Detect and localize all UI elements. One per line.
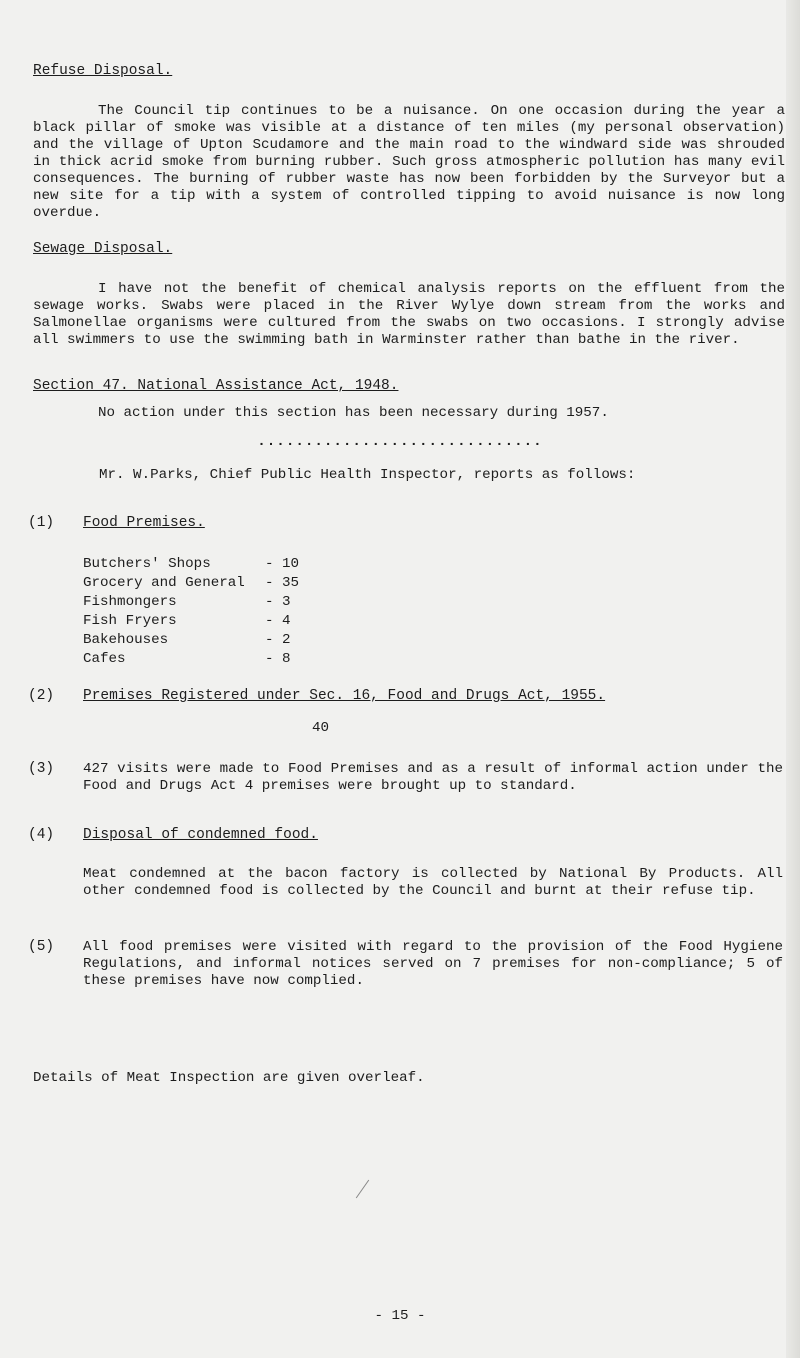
premise-row	[83, 632, 305, 651]
premise-label: Fishmongers	[83, 594, 177, 610]
premise-label: Bakehouses	[83, 632, 169, 648]
registered-premises-heading: Premises Registered under Sec. 16, Food and Drugs Act, 1955.	[83, 688, 606, 704]
item-number: (4)	[28, 827, 55, 843]
premise-row	[83, 556, 305, 575]
premise-label: Grocery and General	[83, 575, 245, 591]
premise-count: - 10	[265, 556, 300, 572]
premise-count: - 8	[265, 651, 291, 667]
page-edge-shadow	[786, 0, 800, 1358]
condemned-food-paragraph: Meat condemned at the bacon factory is collected by National By Products. All other condemned food is collected by the Council and burnt at their refuse tip.	[83, 866, 783, 899]
premise-label: Butchers' Shops	[83, 556, 211, 572]
refuse-heading: Refuse Disposal.	[33, 63, 173, 79]
section47-text: No action under this section has been necessary during 1957.	[98, 405, 609, 421]
premise-count: - 3	[265, 594, 291, 610]
registered-premises-count: 40	[312, 720, 330, 736]
item-number: (2)	[28, 688, 55, 704]
premise-count: - 35	[265, 575, 300, 591]
premise-label: Fish Fryers	[83, 613, 177, 629]
refuse-paragraph: The Council tip continues to be a nuisance. On one occasion during the year a black pillar of smoke was visible at a distance of ten miles (my personal observation) and the village of Upton Scudamore and the main road to the windward side was shrouded in thick acrid smoke from burning rubber. Such gross atmospheric pollution has many evil consequences. The burning of rubber waste has now been forbidden by the Surveyor but a new site for a tip with a system of controlled tipping to avoid nuisance is now long overdue.	[33, 103, 785, 221]
premise-count: - 2	[265, 632, 291, 648]
food-premises-heading: Food Premises.	[83, 515, 205, 531]
dotted-divider: ..............................	[257, 434, 543, 450]
sewage-paragraph: I have not the benefit of chemical analysis reports on the effluent from the sewage works. Swabs were placed in the River Wylye down stream from the works and Salmonellae organisms were cultured from the swabs on two occasions. I strongly advise all swimmers to use the swimming bath in Warminster rather than bathe in the river.	[33, 281, 785, 348]
premise-count: - 4	[265, 613, 291, 629]
hygiene-paragraph: All food premises were visited with regard to the provision of the Food Hygiene Regulations, and informal notices served on 7 premises for non-compliance; 5 of these premises have now complied.	[83, 939, 783, 989]
condemned-food-heading: Disposal of condemned food.	[83, 827, 318, 843]
section47-heading: Section 47. National Assistance Act, 1948.	[33, 378, 399, 394]
sewage-heading: Sewage Disposal.	[33, 241, 173, 257]
premise-row	[83, 594, 305, 613]
premise-label: Cafes	[83, 651, 126, 667]
premise-row	[83, 651, 305, 670]
report-intro: Mr. W.Parks, Chief Public Health Inspector, reports as follows:	[99, 467, 636, 483]
premise-row	[83, 575, 305, 594]
pencil-mark	[356, 1180, 369, 1199]
premise-row	[83, 613, 305, 632]
item-number: (3)	[28, 761, 55, 777]
visits-paragraph: 427 visits were made to Food Premises and as a result of informal action under the Food and Drugs Act 4 premises were brought up to standard.	[83, 761, 783, 794]
item-number: (1)	[28, 515, 55, 531]
item-number: (5)	[28, 939, 55, 955]
footer-note: Details of Meat Inspection are given overleaf.	[33, 1070, 425, 1086]
page-number: - 15 -	[374, 1308, 426, 1324]
premises-list	[83, 556, 305, 670]
